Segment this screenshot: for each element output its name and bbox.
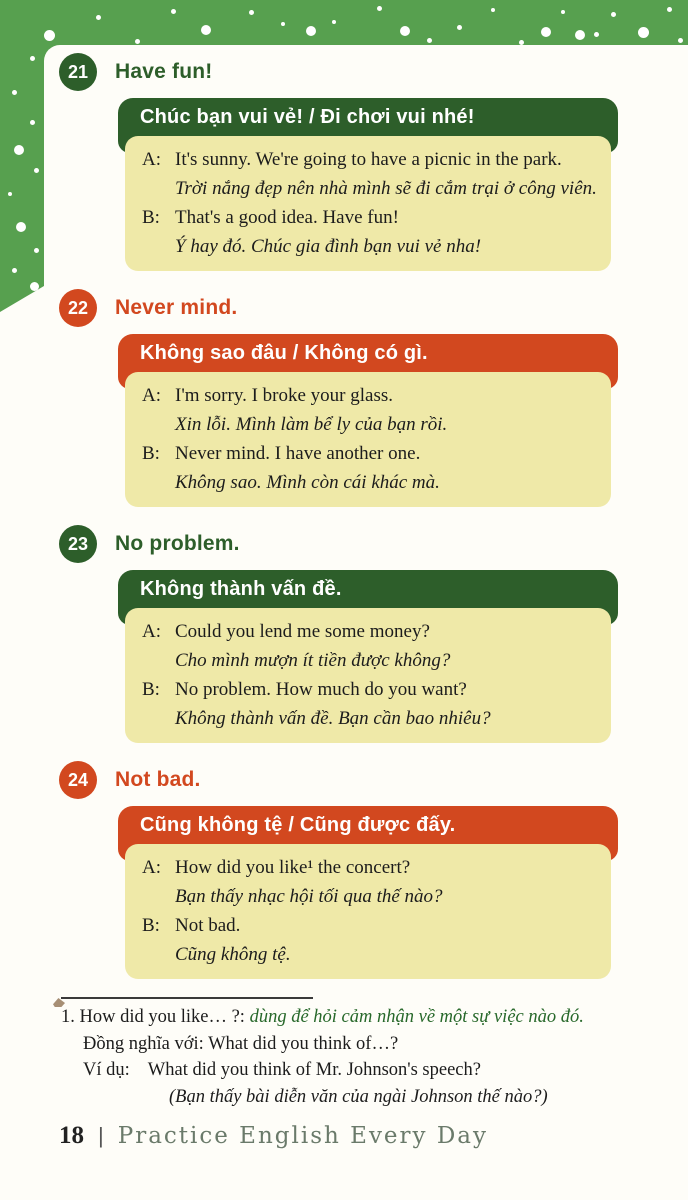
dialogue-line-en [142, 439, 599, 468]
dialogue-text-en: That's a good idea. Have fun! [175, 207, 399, 228]
lesson-24-head [55, 761, 665, 799]
lesson-21-card [118, 98, 618, 271]
lesson-number-badge: 24 [59, 761, 97, 799]
speaker-label: B: [142, 207, 160, 228]
dialogue-line-en [142, 853, 599, 882]
dialogue-text-en: I'm sorry. I broke your glass. [175, 385, 394, 406]
lesson-24-dialogue [125, 844, 611, 979]
dialogue-text-vi: Cho mình mượn ít tiền được không? [175, 650, 451, 671]
lesson-23-head [55, 525, 665, 563]
footnote-example-vi: (Bạn thấy bài diễn văn của ngài Johnson thế nào?) [169, 1086, 548, 1107]
lesson-title: Have fun! [115, 60, 213, 83]
lesson-24-card [118, 806, 618, 979]
lesson-22-head [55, 289, 665, 327]
speaker-label: A: [142, 857, 161, 878]
lesson-23-header: Không thành vấn đề. [118, 570, 618, 625]
lesson-21-head [55, 53, 665, 91]
lesson-23-card [118, 570, 618, 743]
footnote-lead: How did you like… ?: [79, 1007, 245, 1027]
speaker-label: B: [142, 679, 160, 700]
top-decor-band [0, 0, 688, 45]
dialogue-text-vi: Không sao. Mình còn cái khác mà. [175, 472, 440, 493]
lesson-23-dialogue [125, 608, 611, 743]
lesson-22-card [118, 334, 618, 507]
dialogue-text-vi: Trời nắng đẹp nên nhà mình sẽ đi cắm trại ở công viên. [175, 178, 597, 199]
footnote-line-1 [61, 1004, 665, 1031]
footer-separator: | [98, 1123, 104, 1148]
dialogue-text-en: Could you lend me some money? [175, 621, 430, 642]
dialogue-text-en: How did you like¹ the concert? [175, 857, 411, 878]
speaker-label: B: [142, 915, 160, 936]
lesson-21-header: Chúc bạn vui vẻ! / Đi chơi vui nhé! [118, 98, 618, 153]
dialogue-line-en [142, 145, 599, 174]
lesson-21-dialogue [125, 136, 611, 271]
lesson-number-badge: 21 [59, 53, 97, 91]
dialogue-text-en: No problem. How much do you want? [175, 679, 467, 700]
footnote-example-label: Ví dụ: [83, 1060, 130, 1080]
lesson-21 [55, 53, 665, 271]
speaker-label: B: [142, 443, 160, 464]
lesson-23 [55, 525, 665, 743]
footnote-ref: 1. [61, 1007, 75, 1027]
page-content [55, 53, 665, 1150]
lesson-title: No problem. [115, 532, 240, 555]
book-title: Practice English Every Day [117, 1123, 488, 1149]
lesson-22-dialogue [125, 372, 611, 507]
lesson-24 [55, 761, 665, 979]
dialogue-line-en [142, 617, 599, 646]
dialogue-line-en [142, 203, 599, 232]
dialogue-text-en: It's sunny. We're going to have a picnic in the park. [175, 149, 562, 170]
lesson-22 [55, 289, 665, 507]
lesson-title: Never mind. [115, 296, 238, 319]
footnote-example: What did you think of Mr. Johnson's speech? [147, 1060, 481, 1080]
lesson-number-badge: 22 [59, 289, 97, 327]
dialogue-text-vi: Xin lỗi. Mình làm bể ly của bạn rồi. [175, 414, 448, 435]
footnote-explanation: dùng để hỏi cảm nhận về một sự việc nào đó. [249, 1007, 584, 1027]
left-decor-strip [0, 0, 44, 312]
dialogue-text-vi: Không thành vấn đề. Bạn cần bao nhiêu? [175, 708, 491, 729]
speaker-label: A: [142, 149, 161, 170]
dialogue-text-vi: Cũng không tệ. [175, 944, 291, 965]
footnote-divider [61, 997, 313, 999]
lesson-22-header: Không sao đâu / Không có gì. [118, 334, 618, 389]
lesson-title: Not bad. [115, 768, 201, 791]
dialogue-text-vi: Ý hay đó. Chúc gia đình bạn vui vẻ nha! [175, 236, 482, 257]
dialogue-line-en [142, 675, 599, 704]
speaker-label: A: [142, 385, 161, 406]
dialogue-line-en [142, 381, 599, 410]
dialogue-line-en [142, 911, 599, 940]
page-number: 18 [59, 1122, 84, 1149]
lesson-number-badge: 23 [59, 525, 97, 563]
dialogue-text-vi: Bạn thấy nhạc hội tối qua thế nào? [175, 886, 443, 907]
lesson-24-header: Cũng không tệ / Cũng được đấy. [118, 806, 618, 861]
dialogue-text-en: Not bad. [175, 915, 241, 936]
footnote-example-line [61, 1057, 665, 1084]
dialogue-text-en: Never mind. I have another one. [175, 443, 421, 464]
footnote [61, 997, 665, 1110]
footnote-synonym: Đồng nghĩa với: What did you think of…? [83, 1033, 399, 1054]
speaker-label: A: [142, 621, 161, 642]
page-footer [59, 1122, 665, 1150]
